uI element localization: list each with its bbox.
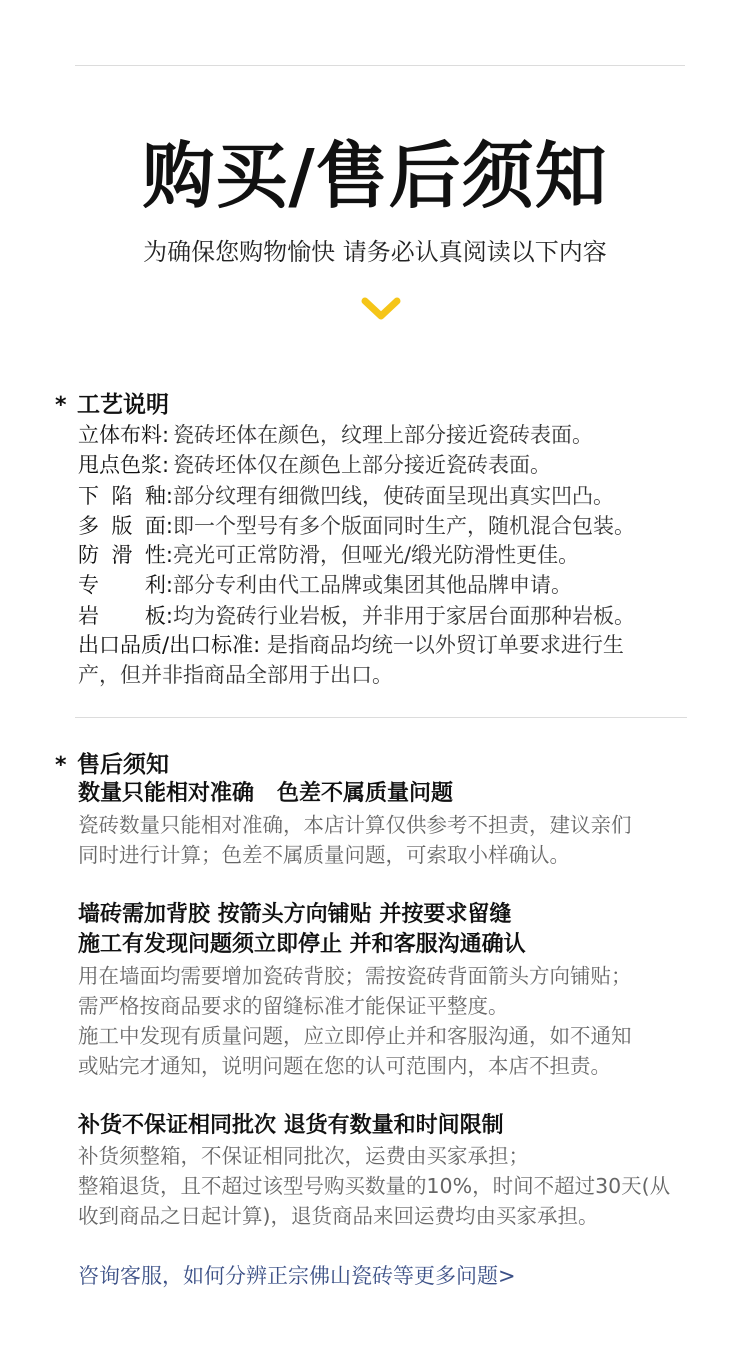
craft-item xyxy=(78,420,593,450)
craft-item-label xyxy=(78,540,173,570)
craft-item-text: 部分纹理有细微凹线，使砖面呈现出真实凹凸。 xyxy=(173,484,614,508)
craft-item-text: 部分专利由代工品牌或集团其他品牌申请。 xyxy=(173,573,572,597)
chevron-down-icon xyxy=(360,296,402,322)
craft-item xyxy=(78,511,635,541)
craft-item-label xyxy=(78,570,173,600)
label-char: 釉: xyxy=(144,484,173,508)
label-char: 性: xyxy=(144,543,173,567)
block-line: 补货须整箱，不保证相同批次，运费由买家承担； xyxy=(78,1144,529,1168)
block-line: 同时进行计算；色差不属质量问题，可索取小样确认。 xyxy=(78,843,570,867)
craft-item-text: 即一个型号有多个版面同时生产，随机混合包装。 xyxy=(173,514,635,538)
page-subtitle: 为确保您购物愉快 请务必认真阅读以下内容 xyxy=(143,238,607,266)
label-char: 利: xyxy=(144,573,173,597)
label-char: 滑 xyxy=(111,543,133,567)
label-char: 岩 xyxy=(78,604,99,628)
block-line: 需严格按商品要求的留缝标准才能保证平整度。 xyxy=(78,994,509,1018)
craft-item xyxy=(78,481,614,511)
customer-service-link[interactable]: 咨询客服，如何分辨正宗佛山瓷砖等更多问题> xyxy=(78,1264,516,1288)
block-title: 数量只能相对准确 色差不属质量问题 xyxy=(78,781,453,806)
craft-item-text: 亮光可正常防滑，但哑光/缎光防滑性更佳。 xyxy=(173,543,580,567)
block-line: 瓷砖数量只能相对准确，本店计算仅供参考不担责，建议亲们 xyxy=(78,813,632,837)
craft-heading xyxy=(55,389,169,422)
label-char: 专 xyxy=(78,573,99,597)
block-title: 补货不保证相同批次 退货有数量和时间限制 xyxy=(78,1113,504,1138)
craft-export-text: 是指商品均统一以外贸订单要求进行生 xyxy=(260,633,624,657)
craft-export-line2 xyxy=(78,660,393,690)
craft-item-label: 立体布料: xyxy=(78,423,170,447)
label-char: 版 xyxy=(111,514,133,538)
craft-item-text: 瓷砖坯体仅在颜色上部分接近瓷砖表面。 xyxy=(173,453,551,477)
craft-item-label xyxy=(78,511,173,541)
craft-item xyxy=(78,570,572,600)
craft-export-line1 xyxy=(78,630,624,660)
craft-item-label: 甩点色浆: xyxy=(78,453,170,477)
craft-item-label xyxy=(78,481,173,511)
craft-export-text: 产，但并非指商品全部用于出口。 xyxy=(78,663,393,687)
label-char: 多 xyxy=(78,514,99,538)
label-char: 板: xyxy=(144,604,173,628)
craft-item-text: 瓷砖坯体在颜色，纹理上部分接近瓷砖表面。 xyxy=(173,423,593,447)
aftersale-heading xyxy=(55,749,169,782)
block-line: 或贴完才通知，说明问题在您的认可范围内，本店不担责。 xyxy=(78,1054,611,1078)
top-divider xyxy=(75,65,685,66)
label-char: 面: xyxy=(144,514,173,538)
block-title: 施工有发现问题须立即停止 并和客服沟通确认 xyxy=(78,932,526,957)
craft-item xyxy=(78,540,579,570)
aftersale-heading-text: 售后须知 xyxy=(77,752,169,778)
craft-item xyxy=(78,450,551,480)
block-title: 墙砖需加背胶 按箭头方向铺贴 并按要求留缝 xyxy=(78,902,512,927)
craft-item xyxy=(78,601,635,631)
asterisk-icon: * xyxy=(55,393,67,418)
label-char: 陷 xyxy=(111,484,133,508)
label-char: 下 xyxy=(78,484,99,508)
craft-item-label xyxy=(78,601,173,631)
craft-heading-text: 工艺说明 xyxy=(77,392,169,418)
block-line: 用在墙面均需要增加瓷砖背胶；需按瓷砖背面箭头方向铺贴； xyxy=(78,964,632,988)
label-char: 防 xyxy=(78,543,99,567)
asterisk-icon: * xyxy=(55,753,67,778)
block-line: 收到商品之日起计算)，退货商品来回运费均由买家承担。 xyxy=(78,1204,599,1228)
craft-export-label: 出口品质/出口标准: xyxy=(78,633,261,657)
block-line: 施工中发现有质量问题，应立即停止并和客服沟通，如不通知 xyxy=(78,1024,632,1048)
section-divider xyxy=(75,717,687,718)
craft-item-text: 均为瓷砖行业岩板，并非用于家居台面那种岩板。 xyxy=(173,604,635,628)
block-line: 整箱退货，且不超过该型号购买数量的10%，时间不超过30天(从 xyxy=(78,1174,671,1198)
page-title: 购买/售后须知 xyxy=(142,134,608,218)
